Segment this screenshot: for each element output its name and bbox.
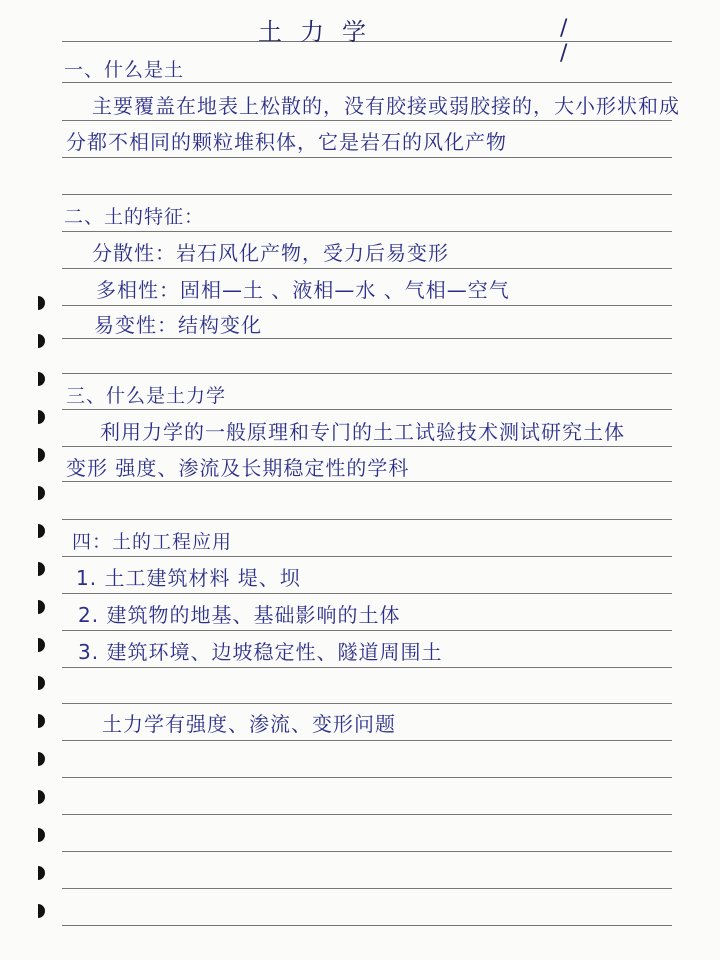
ruled-line [62, 268, 672, 269]
ruled-line [62, 703, 672, 704]
ruled-line [62, 814, 672, 815]
binder-hole [38, 828, 45, 842]
binder-hole [38, 676, 45, 690]
text-line: 分散性：岩石风化产物，受力后易变形 [92, 241, 449, 265]
text-line: 2. 建筑物的地基、基础影响的土体 [78, 603, 401, 627]
binder-hole [38, 524, 45, 538]
summary-note: 土力学有强度、渗流、变形问题 [102, 712, 396, 736]
section-heading: 三、什么是土力学 [66, 385, 227, 407]
ruled-line [62, 667, 672, 668]
ruled-line [62, 888, 672, 889]
binder-hole [38, 562, 45, 576]
text-line: 3. 建筑环境、边坡稳定性、隧道周围土 [78, 640, 443, 664]
binder-hole [38, 372, 45, 386]
binder-hole [38, 334, 45, 348]
corner-marks: / / [560, 16, 618, 66]
page-title: 土力学 [258, 18, 384, 46]
ruled-line [62, 231, 672, 232]
text-line: 多相性：固相—土 、液相—水 、气相—空气 [96, 278, 510, 302]
ruled-line [62, 194, 672, 195]
ruled-line [62, 305, 672, 306]
ruled-line [62, 519, 672, 520]
ruled-line [62, 630, 672, 631]
ruled-line [62, 740, 672, 741]
text-line: 分都不相同的颗粒堆积体，它是岩石的风化产物 [66, 130, 507, 154]
ruled-line [62, 593, 672, 594]
binder-hole [38, 600, 45, 614]
binder-hole [38, 638, 45, 652]
binder-hole [38, 904, 45, 918]
ruled-line [62, 373, 672, 374]
section-heading: 二、土的特征： [64, 206, 205, 228]
ruled-line [62, 82, 672, 83]
binder-hole [38, 448, 45, 462]
ruled-line [62, 556, 672, 557]
binder-hole [38, 296, 45, 310]
text-line: 易变性：结构变化 [94, 313, 262, 337]
section-heading: 四：土的工程应用 [72, 531, 233, 553]
ruled-line [62, 338, 672, 339]
ruled-line [62, 157, 672, 158]
text-line: 变形 强度、渗流及长期稳定性的学科 [66, 456, 410, 480]
text-line: 利用力学的一般原理和专门的土工试验技术测试研究土体 [100, 420, 625, 444]
ruled-line [62, 120, 672, 121]
binder-hole [38, 714, 45, 728]
binder-hole [38, 486, 45, 500]
text-line: 1. 土工建筑材料 堤、坝 [76, 566, 301, 590]
ruled-line [62, 851, 672, 852]
text-line: 主要覆盖在地表上松散的，没有胶接或弱胶接的，大小形状和成 [92, 94, 680, 118]
binder-hole [38, 752, 45, 766]
binder-hole [38, 790, 45, 804]
binder-hole [38, 410, 45, 424]
binder-hole [38, 866, 45, 880]
ruled-line [62, 409, 672, 410]
section-heading: 一、什么是土 [64, 59, 185, 81]
ruled-line [62, 481, 672, 482]
ruled-line [62, 777, 672, 778]
ruled-line [62, 925, 672, 926]
ruled-line [62, 446, 672, 447]
